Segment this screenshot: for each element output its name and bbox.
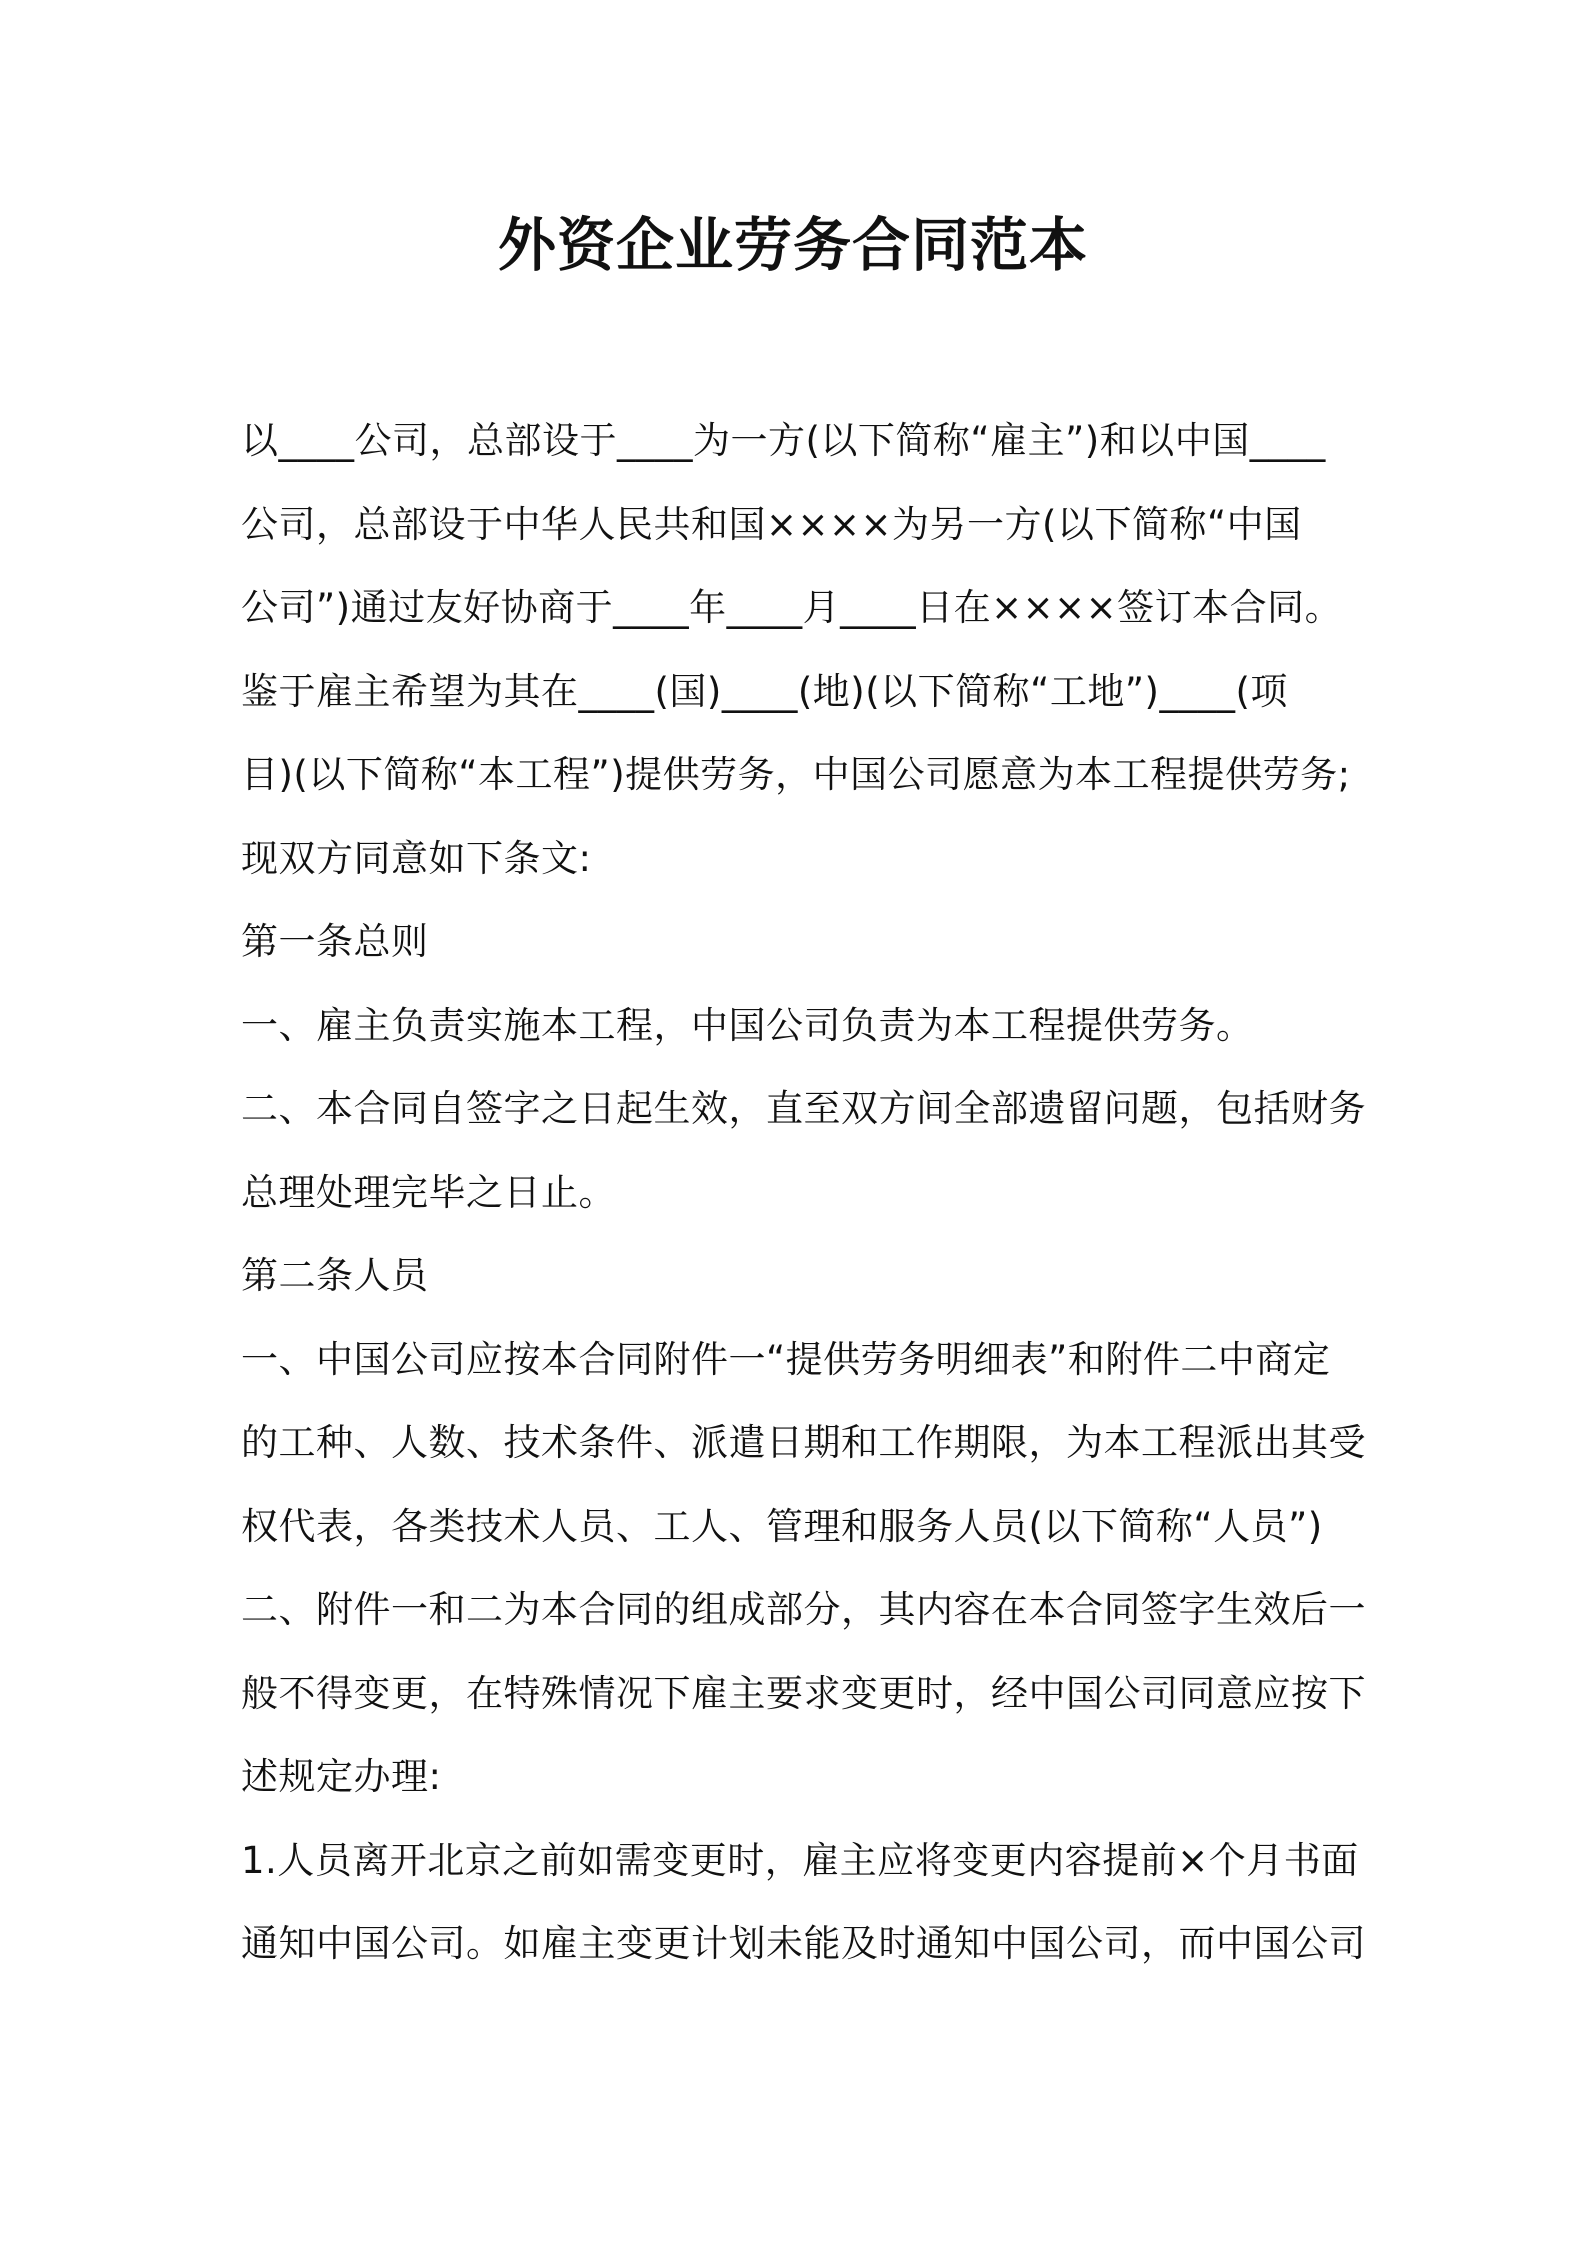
body-line: 二、本合同自签字之日起生效，直至双方间全部遗留问题，包括财务 bbox=[241, 1087, 1366, 1130]
section-heading: 第二条人员 bbox=[241, 1254, 429, 1297]
body-line: 公司”)通过友好协商于____年____月____日在××××签订本合同。 bbox=[241, 586, 1343, 629]
body-line: 二、附件一和二为本合同的组成部分，其内容在本合同签字生效后一 bbox=[241, 1588, 1366, 1631]
body-line: 以____公司，总部设于____为一方(以下简称“雇主”)和以中国____ bbox=[241, 419, 1326, 462]
body-line: 权代表，各类技术人员、工人、管理和服务人员(以下简称“人员”) bbox=[241, 1504, 1323, 1548]
section-heading: 第一条总则 bbox=[241, 920, 429, 963]
body-line: 通知中国公司。如雇主变更计划未能及时通知中国公司，而中国公司 bbox=[241, 1922, 1366, 1965]
body-line: 般不得变更，在特殊情况下雇主要求变更时，经中国公司同意应按下 bbox=[241, 1671, 1366, 1715]
body-line: 总理处理完毕之日止。 bbox=[241, 1170, 616, 1214]
body-line: 的工种、人数、技术条件、派遣日期和工作期限，为本工程派出其受 bbox=[241, 1421, 1366, 1464]
body-line: 1.人员离开北京之前如需变更时，雇主应将变更内容提前×个月书面 bbox=[241, 1838, 1359, 1882]
body-line: 一、雇主负责实施本工程，中国公司负责为本工程提供劳务。 bbox=[241, 1003, 1254, 1047]
body-line: 目)(以下简称“本工程”)提供劳务，中国公司愿意为本工程提供劳务; bbox=[241, 753, 1351, 796]
body-line: 一、中国公司应按本合同附件一“提供劳务明细表”和附件二中商定 bbox=[241, 1337, 1331, 1381]
document-body bbox=[241, 399, 1371, 1986]
body-line: 述规定办理: bbox=[241, 1755, 442, 1798]
document-title: 外资企业劳务合同范本 bbox=[497, 211, 1088, 279]
body-line: 鉴于雇主希望为其在____(国)____(地)(以下简称“工地”)____(项 bbox=[241, 669, 1288, 713]
body-line: 公司，总部设于中华人民共和国××××为另一方(以下简称“中国 bbox=[241, 502, 1302, 546]
body-line: 现双方同意如下条文: bbox=[241, 836, 592, 880]
